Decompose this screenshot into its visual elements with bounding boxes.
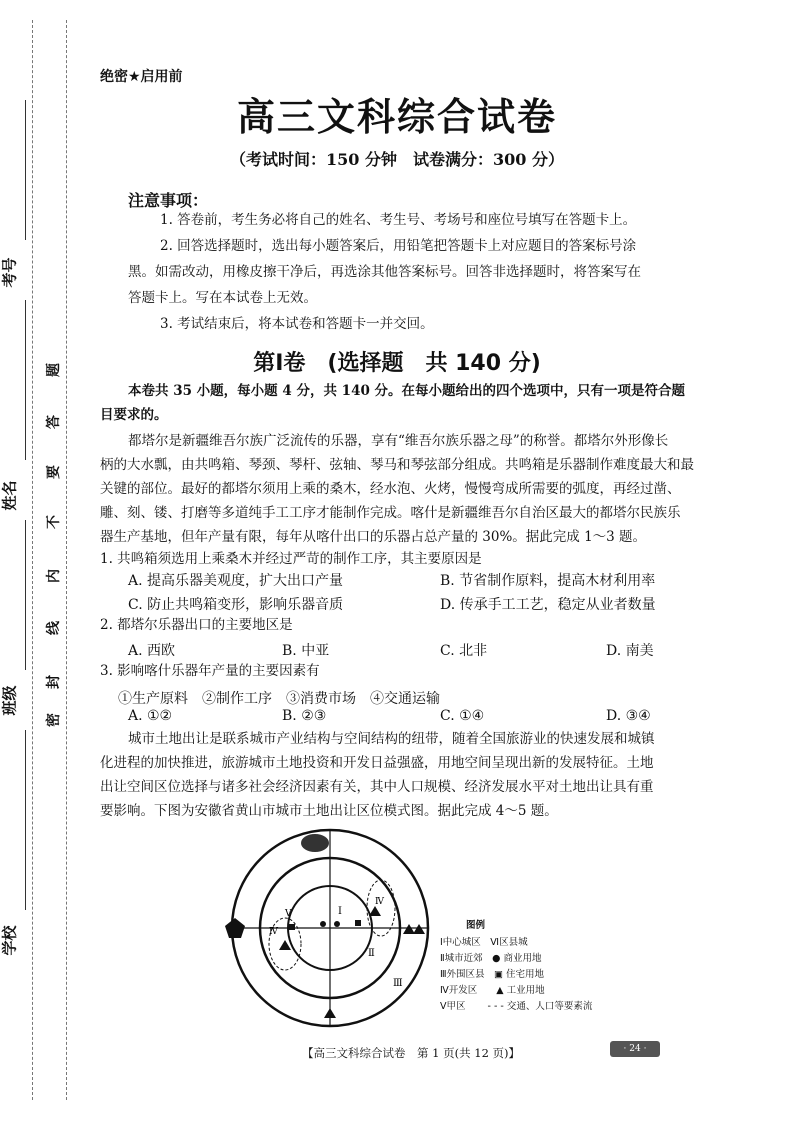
- option-b: B. 节省制作原料，提高木材利用率: [440, 573, 656, 589]
- county-marker: [225, 918, 245, 938]
- option-d: D. 南美: [606, 643, 654, 659]
- seal-char: 线: [46, 621, 62, 635]
- seal-char: 题: [46, 363, 62, 377]
- seal-char: 答: [46, 415, 62, 429]
- notes-heading: 注意事项：: [128, 191, 209, 210]
- passage-line: 柄的大水瓢，由共鸣箱、琴颈、琴杆、弦轴、琴马和琴弦部分组成。共鸣箱是乐器制作难度最大和最: [100, 457, 694, 473]
- ring-label: Ⅳ: [269, 927, 278, 937]
- county-marker: [301, 834, 329, 852]
- ring-label: Ⅴ: [285, 909, 292, 919]
- option-d: D. ③④: [606, 708, 651, 724]
- side-label-school: 学校: [0, 925, 19, 956]
- legend-row: Ⅳ开发区 ▲ 工业用地: [440, 985, 545, 996]
- option-a: A. 西欧: [128, 643, 176, 659]
- ring-label: Ⅰ: [338, 906, 342, 917]
- side-fill-line-4: [25, 730, 26, 910]
- notes-item: 3. 考试结束后，将本试卷和答题卡一并交回。: [160, 316, 434, 332]
- industrial-marker: [324, 1008, 336, 1018]
- seal-char: 密: [46, 713, 62, 727]
- legend-title: 图例: [466, 920, 486, 931]
- question-factors: ①生产原料 ②制作工序 ③消费市场 ④交通运输: [118, 691, 440, 707]
- legend-row: Ⅴ甲区 - - - 交通、人口等要素流: [440, 1001, 593, 1012]
- legend-row: Ⅱ城市近郊 ● 商业用地: [440, 953, 542, 964]
- question-stem: 2. 都塔尔乐器出口的主要地区是: [100, 617, 293, 633]
- side-label-class: 班级: [0, 685, 19, 716]
- passage-line: 出让空间区位选择与诸多社会经济因素有关，其中人口规模、经济发展水平对土地出让具有重: [100, 779, 654, 795]
- industrial-marker: [413, 924, 425, 934]
- passage-line: 雕、刻、镂、打磨等多道纯手工工序才能制作完成。喀什是新疆维吾尔自治区最大的都塔尔民族乐: [100, 505, 681, 521]
- notes-item: 1. 答卷前，考生务必将自己的姓名、考生号、考场号和座位号填写在答题卡上。: [160, 212, 637, 228]
- option-c: C. 北非: [440, 643, 488, 659]
- option-b: B. 中亚: [282, 643, 330, 659]
- passage-line: 关键的部位。最好的都塔尔须用上乘的桑木，经水泡、火烤，慢慢弯成所需要的弧度，再经过凿、: [100, 481, 681, 497]
- notes-item: 黑。如需改动，用橡皮擦干净后，再选涂其他答案标号。回答非选择题时，将答案写在: [128, 264, 641, 280]
- page-stamp: · 24 ·: [610, 1041, 660, 1057]
- binding-line-inner: [66, 20, 67, 1100]
- section-intro: 目要求的。: [100, 407, 168, 423]
- question-stem: 1. 共鸣箱须选用上乘桑木并经过严苛的制作工序，其主要原因是: [100, 551, 482, 567]
- passage-line: 城市土地出让是联系城市产业结构与空间结构的纽带，随着全国旅游业的快速发展和城镇: [128, 731, 655, 747]
- section-title: 第Ⅰ卷 (选择题 共 140 分): [253, 351, 541, 376]
- page-footer: 【高三文科综合试卷 第 1 页(共 12 页)】: [302, 1046, 521, 1060]
- binding-line-outer: [32, 20, 33, 1100]
- seal-char: 要: [46, 465, 62, 479]
- industrial-marker: [403, 924, 415, 934]
- commercial-marker: [334, 921, 340, 927]
- option-c: C. 防止共鸣箱变形，影响乐器音质: [128, 597, 344, 613]
- ring-label: Ⅳ: [375, 897, 384, 907]
- passage-line: 要影响。下图为安徽省黄山市城市土地出让区位模式图。据此完成 4～5 题。: [100, 803, 558, 819]
- option-d: D. 传承手工工艺，稳定从业者数量: [440, 597, 656, 613]
- residential-marker: [289, 924, 295, 930]
- page-title: 高三文科综合试卷: [236, 95, 557, 139]
- question-stem: 3. 影响喀什乐器年产量的主要因素有: [100, 663, 320, 679]
- commercial-marker: [320, 921, 326, 927]
- industrial-marker: [369, 906, 381, 916]
- confidential-mark: 绝密★启用前: [100, 69, 183, 85]
- seal-char: 不: [46, 515, 62, 529]
- seal-char: 内: [46, 569, 62, 583]
- notes-item: 答题卡上。写在本试卷上无效。: [128, 290, 317, 306]
- option-c: C. ①④: [440, 708, 485, 724]
- ring-label: Ⅱ: [368, 948, 375, 959]
- ring-label: Ⅲ: [393, 978, 403, 989]
- option-b: B. ②③: [282, 708, 327, 724]
- section-intro: 本卷共 35 小题，每小题 4 分，共 140 分。在每小题给出的四个选项中，只有一项是符合题: [128, 383, 686, 399]
- residential-marker: [355, 920, 361, 926]
- passage-line: 都塔尔是新疆维吾尔族广泛流传的乐器，享有“维吾尔族乐器之母”的称誉。都塔尔外形像长: [128, 433, 669, 449]
- option-a: A. ①②: [128, 708, 173, 724]
- land-transfer-diagram: [225, 828, 465, 1038]
- side-label-name: 姓名: [0, 480, 19, 511]
- side-label-exam-number: 考号: [0, 257, 19, 288]
- passage-line: 化进程的加快推进，旅游城市土地投资和开发日益强盛，用地空间呈现出新的发展特征。土地: [100, 755, 654, 771]
- exam-info: （考试时间：150 分钟 试卷满分：300 分）: [230, 150, 564, 169]
- passage-line: 器生产基地，但年产量有限，每年从喀什出口的乐器占总产量的 30%。据此完成 1～3 题。: [100, 529, 647, 545]
- option-a: A. 提高乐器美观度，扩大出口产量: [128, 573, 344, 589]
- legend-row: Ⅰ中心城区 Ⅵ区县城: [440, 937, 528, 948]
- notes-item: 2. 回答选择题时，选出每小题答案后，用铅笔把答题卡上对应题目的答案标号涂: [160, 238, 637, 254]
- seal-char: 封: [46, 675, 62, 689]
- side-fill-line-2: [25, 300, 26, 460]
- legend-row: Ⅲ外围区县 ▣ 住宅用地: [440, 969, 545, 980]
- side-fill-line-3: [25, 520, 26, 670]
